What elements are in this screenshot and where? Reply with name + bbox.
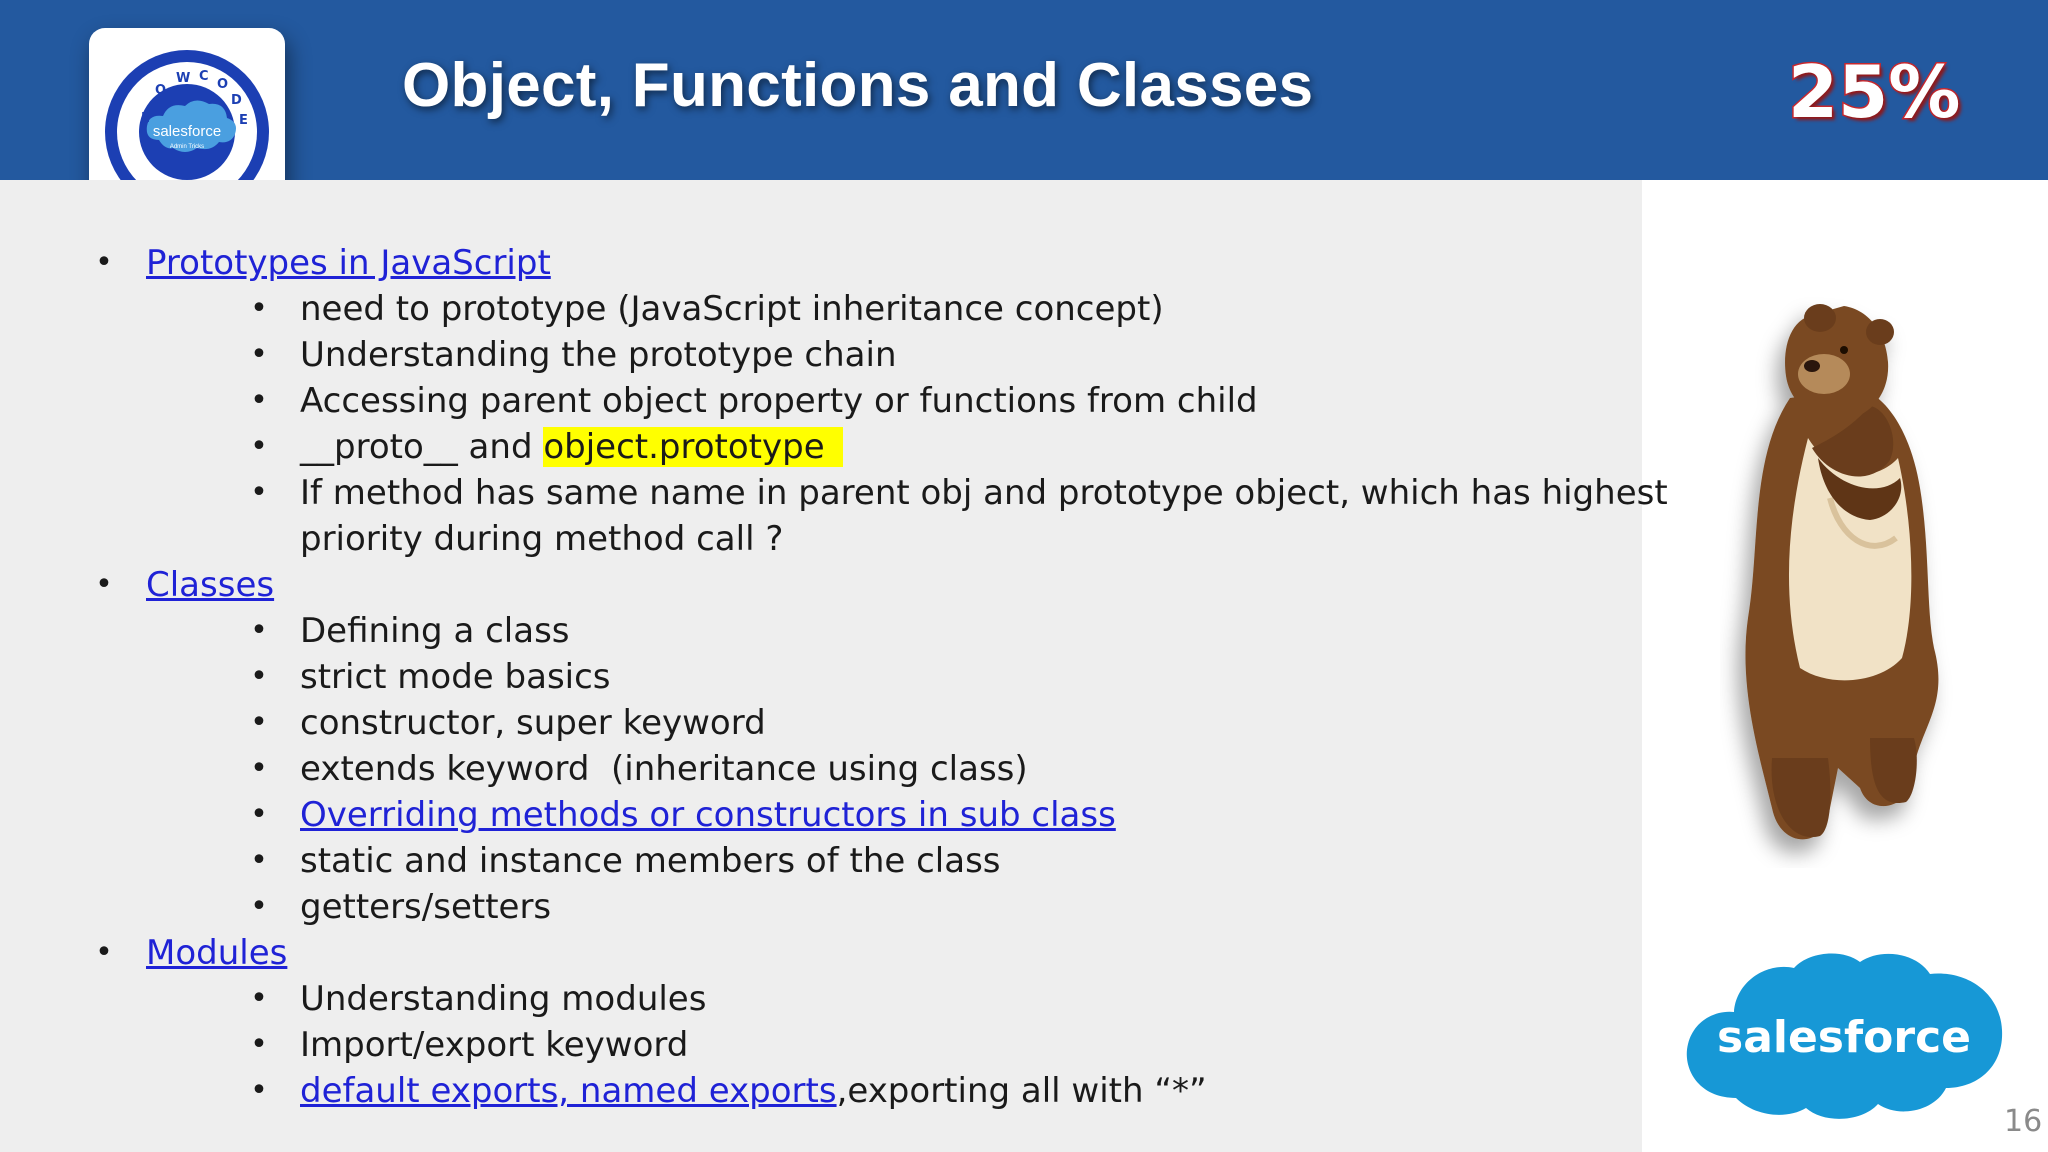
bullet-dot: • xyxy=(250,843,268,878)
bullet-dot: • xyxy=(250,1073,268,1108)
link-default-exports[interactable]: default exports, named exports xyxy=(300,1071,837,1111)
highlighted-text: object.prototype xyxy=(543,427,842,467)
list-item-text: constructor, super keyword xyxy=(300,703,766,743)
svg-text:D: D xyxy=(231,93,242,108)
bullet-dot: • xyxy=(95,935,113,970)
bullet-dot: • xyxy=(250,981,268,1016)
svg-text:O: O xyxy=(155,83,167,98)
slide-title: Object, Functions and Classes xyxy=(402,51,1314,120)
list-item-text: extends keyword (inheritance using class) xyxy=(300,749,1028,789)
list-item-text: If method has same name in parent obj and prototype object, which has highest xyxy=(300,473,1668,513)
link-prototypes[interactable]: Prototypes in JavaScript xyxy=(146,243,551,283)
bullet-dot: • xyxy=(250,705,268,740)
bullet-dot: • xyxy=(250,659,268,694)
salesforce-bear-icon xyxy=(1720,288,1960,868)
list-item-text xyxy=(300,424,843,470)
svg-text:E: E xyxy=(239,113,248,128)
list-item-text: Accessing parent object property or functions from child xyxy=(300,381,1258,421)
bullet-dot: • xyxy=(250,889,268,924)
link-overriding-methods[interactable]: Overriding methods or constructors in sub class xyxy=(300,795,1116,835)
list-item-text xyxy=(300,1068,1207,1114)
list-item-text: Defining a class xyxy=(300,611,570,651)
svg-text:W: W xyxy=(176,71,191,86)
list-item-text: getters/setters xyxy=(300,887,552,927)
list-item-text: Understanding the prototype chain xyxy=(300,335,897,375)
salesforce-cloud-icon xyxy=(1676,948,2010,1124)
bullet-dot: • xyxy=(250,751,268,786)
list-item-text: static and instance members of the class xyxy=(300,841,1001,881)
link-modules[interactable]: Modules xyxy=(146,933,288,973)
list-item-text: strict mode basics xyxy=(300,657,611,697)
bullet-dot: • xyxy=(250,1027,268,1062)
svg-text:L: L xyxy=(141,111,150,126)
bullet-dot: • xyxy=(250,291,268,326)
bullet-dot: • xyxy=(95,567,113,602)
bullet-dot: • xyxy=(250,475,268,510)
proto-prefix: __proto__ and xyxy=(300,427,544,467)
bullet-dot: • xyxy=(95,245,113,280)
logo-sub-text: Admin Tricks xyxy=(169,144,205,150)
progress-percent: 25% xyxy=(1788,50,1961,134)
list-item-text: priority during method call ? xyxy=(300,519,784,559)
list-item-text: Import/export keyword xyxy=(300,1025,689,1065)
exports-rest-text: ,exporting all with “*” xyxy=(836,1071,1207,1111)
bullet-dot: • xyxy=(250,429,268,464)
logo-center-text: salesforce xyxy=(152,123,222,140)
list-item-text: need to prototype (JavaScript inheritance concept) xyxy=(300,289,1164,329)
svg-text:C: C xyxy=(199,69,209,84)
bullet-dot: • xyxy=(250,797,268,832)
bullet-dot: • xyxy=(250,383,268,418)
bullet-dot: • xyxy=(250,613,268,648)
svg-text:O: O xyxy=(217,77,229,92)
link-classes[interactable]: Classes xyxy=(146,565,275,605)
page-number: 16 xyxy=(2004,1104,2043,1139)
bullet-dot: • xyxy=(250,337,268,372)
list-item-text: Understanding modules xyxy=(300,979,707,1019)
salesforce-cloud-text: salesforce xyxy=(1717,1012,1971,1063)
